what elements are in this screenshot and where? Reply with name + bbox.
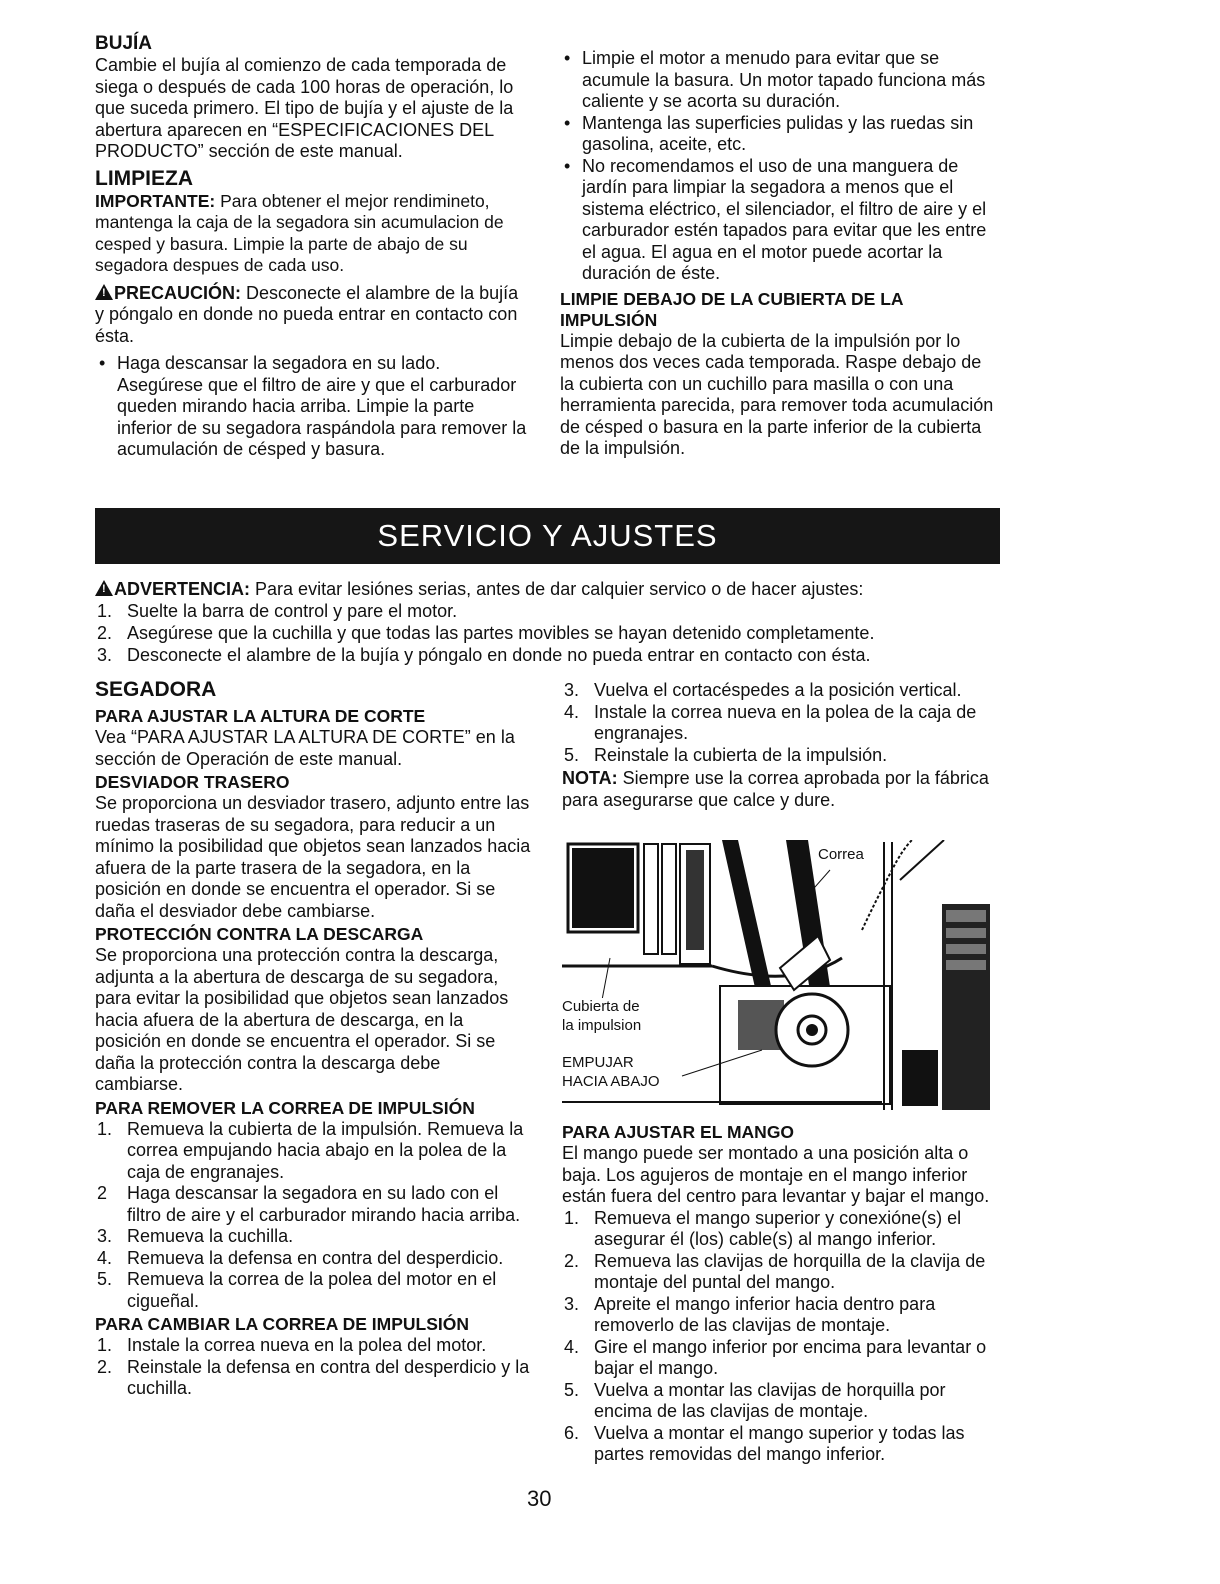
mango-heading: PARA AJUSTAR EL MANGO <box>562 1122 795 1142</box>
label-correa: Correa <box>818 846 864 863</box>
page-number: 30 <box>527 1486 552 1511</box>
step-number: 2 <box>97 1183 108 1203</box>
list-item <box>95 1357 533 1400</box>
step-text: Desconecte el alambre de la bujía y póngalo en donde no pueda entrar en contacto con ésta. <box>127 645 871 665</box>
step-number: 3. <box>564 680 580 700</box>
deck-text: Limpie debajo de la cubierta de la impulsión por lo menos dos veces cada temporada. Raspe debajo de la cubierta con un cuchillo para masilla o con una herramienta parecida, para remover toda acumulación de césped o basura en la parte inferior de la cubierta de la impulsión. <box>560 330 994 458</box>
list-item <box>95 1226 533 1248</box>
step-text: Suelte la barra de control y pare el motor. <box>127 601 458 621</box>
label-empujar-2: HACIA ABAJO <box>562 1073 660 1090</box>
mango-steps <box>562 1208 998 1466</box>
step-number: 3. <box>97 645 113 665</box>
precaucion-label: PRECAUCIÓN: <box>114 282 242 303</box>
altura-text: Vea “PARA AJUSTAR LA ALTURA DE CORTE” en la sección de Operación de este manual. <box>95 727 515 769</box>
desviador-heading: DESVIADOR TRASERO <box>95 772 290 792</box>
label-empujar-1: EMPUJAR <box>562 1054 634 1071</box>
step-text: Remueva el mango superior y conexióne(s) el asegurar él (los) cable(s) al mango inferior. <box>594 1207 962 1249</box>
right-bottom-column-top <box>562 680 998 811</box>
nota-paragraph <box>562 768 998 811</box>
step-text: Gire el mango inferior por encima para levantar o bajar el mango. <box>594 1336 987 1378</box>
desviador-text: Se proporciona un desviador trasero, adjunto entre las ruedas traseras de su segadora, para reducir a un mínimo la posibilidad que objetos sean lanzados hacia afuera de la parte trasera de la segadora, en la posición en donde se encuentra el operador. Si se daña el desviador debe cambiarse. <box>95 793 531 921</box>
warning-triangle-icon <box>95 284 113 300</box>
left-bottom-column <box>95 678 533 1400</box>
cambiar-steps <box>95 1335 533 1400</box>
advertencia-text: Para evitar lesiónes serias, antes de dar calquier servico o de hacer ajustes: <box>255 579 864 599</box>
right-bottom-column-bottom <box>562 1122 998 1466</box>
list-item <box>562 702 998 745</box>
step-text: Asegúrese que la cuchilla y que todas las partes movibles se hayan detenido completamente. <box>127 623 875 643</box>
bujia-heading: BUJÍA <box>95 33 153 54</box>
mango-text: El mango puede ser montado a una posición alta o baja. Los agujeros de montaje en el mango inferior están fuera del centro para levantar y bajar el mango. <box>562 1143 990 1206</box>
precaucion-paragraph <box>95 283 530 348</box>
list-item <box>562 1294 998 1337</box>
step-number: 3. <box>564 1293 580 1314</box>
step-number: 5. <box>564 744 580 765</box>
step-text: Instale la correa nueva en la polea del motor. <box>127 1335 487 1355</box>
drive-belt-illustration <box>562 840 998 1112</box>
step-number: 1. <box>564 1207 580 1228</box>
precaucion-text: Desconecte el alambre de la bujía y póngalo en donde no pueda entrar en contacto con ésta. <box>95 282 519 346</box>
step-text: Apreite el mango inferior hacia dentro para removerlo de las clavijas de montaje. <box>594 1293 936 1335</box>
list-item <box>562 1423 998 1466</box>
list-item <box>95 600 1000 622</box>
remover-steps <box>95 1119 533 1313</box>
list-item <box>95 1269 533 1312</box>
step-number: 4. <box>564 1336 580 1357</box>
drive-belt-figure <box>562 840 998 1112</box>
limpieza-heading: LIMPIEZA <box>95 166 193 190</box>
importante-label: IMPORTANTE: <box>95 190 216 211</box>
step-text: Remueva las clavijas de horquilla de la clavija de montaje del puntal del mango. <box>594 1250 986 1292</box>
nota-text: Siempre use la correa aprobada por la fábrica para asegurarse que calce y dure. <box>562 768 989 810</box>
step-text: Vuelva a montar las clavijas de horquilla por encima de las clavijas de montaje. <box>594 1379 946 1421</box>
deck-heading: LIMPIE DEBAJO DE LA CUBIERTA DE LA IMPULSIÓN <box>560 288 903 330</box>
altura-heading: PARA AJUSTAR LA ALTURA DE CORTE <box>95 706 426 726</box>
nota-label: NOTA: <box>562 768 618 788</box>
left-top-bullets <box>95 353 530 461</box>
list-item <box>95 1335 533 1357</box>
right-top-column <box>560 48 995 460</box>
label-cubierta-2: la impulsion <box>562 1017 642 1034</box>
segadora-heading: SEGADORA <box>95 678 217 701</box>
step-text: Reinstale la cubierta de la impulsión. <box>594 744 888 765</box>
step-number: 2. <box>97 623 113 643</box>
step-number: 1. <box>97 1118 113 1139</box>
step-number: 5. <box>97 1269 113 1289</box>
step-number: 6. <box>564 1422 580 1443</box>
step-text: Vuelva el cortacéspedes a la posición vertical. <box>594 680 962 700</box>
step-number: 2. <box>97 1356 113 1377</box>
step-number: 2. <box>564 1250 580 1271</box>
step-text: Haga descansar la segadora en su lado con el filtro de aire y el carburador mirando hacia arriba. <box>127 1183 521 1225</box>
label-cubierta-1: Cubierta de <box>562 998 640 1015</box>
importante-paragraph <box>95 191 530 277</box>
list-item <box>95 622 1000 644</box>
step-number: 4. <box>97 1247 113 1268</box>
list-item <box>95 1119 533 1184</box>
remover-heading: PARA REMOVER LA CORREA DE IMPULSIÓN <box>95 1097 475 1118</box>
list-item <box>562 1380 998 1423</box>
step-text: Reinstale la defensa en contra del desperdicio y la cuchilla. <box>127 1356 530 1398</box>
warning-triangle-icon <box>95 580 113 596</box>
importante-text: Para obtener el mejor rendimineto, mantenga la caja de la segadora sin acumulacion de cesped y basura. Limpie la parte de abajo de su segadora despues de cada uso. <box>95 190 504 275</box>
bujia-text: Cambie el bujía al comienzo de cada temporada de siega o después de cada 100 horas de operación, lo que suceda primero. El tipo de bujía y el ajuste de la abertura aparecen en “ESPECIFICACIONES DEL PRODUCTO” sección de este manual. <box>95 55 514 161</box>
list-item <box>562 1337 998 1380</box>
step-text: Remueva la cuchilla. <box>127 1226 294 1246</box>
list-item: • No recomendamos el uso de una manguera de jardín para limpiar la segadora a menos que el sistema eléctrico, el silenciador, el filtro de aire y el carburador estén tapados para evitar que les entre el agua. El agua en el motor puede acortar la duración de éste. <box>560 156 995 285</box>
warning-block <box>95 578 1000 666</box>
list-item <box>562 680 998 702</box>
proteccion-heading: PROTECCIÓN CONTRA LA DESCARGA <box>95 924 424 944</box>
proteccion-text: Se proporciona una protección contra la descarga, adjunta a la abertura de descarga de su segadora, para evitar la posibilidad que objetos sean lanzados hacia afuera de la abertura de descarga, en la posición en donde se encuentra el operador. Si se daña la protección contra la descarga debe cambiarse. <box>95 945 509 1094</box>
list-item <box>95 1183 533 1226</box>
warning-steps <box>95 600 1000 666</box>
list-item: • Limpie el motor a menudo para evitar que se acumule la basura. Un motor tapado funciona más caliente y se acorta su duración. <box>560 48 995 113</box>
step-text: Remueva la cubierta de la impulsión. Remueva la correa empujando hacia abajo en la polea de la caja de engranajes. <box>127 1118 524 1182</box>
left-top-column <box>95 33 530 461</box>
list-item: • Mantenga las superficies pulidas y las ruedas sin gasolina, aceite, etc. <box>560 113 995 156</box>
cambiar-heading: PARA CAMBIAR LA CORREA DE IMPULSIÓN <box>95 1314 469 1334</box>
step-text: Remueva la defensa en contra del desperdicio. <box>127 1247 504 1268</box>
list-item <box>562 745 998 767</box>
list-item <box>562 1208 998 1251</box>
right-top-bullets <box>560 48 995 285</box>
list-item: • Haga descansar la segadora en su lado. Asegúrese que el filtro de aire y que el carburador queden mirando hacia arriba. Limpie la parte inferior de su segadora raspándola para remover la acumulación de césped y basura. <box>95 353 530 461</box>
list-item <box>562 1251 998 1294</box>
cambiar-cont-steps <box>562 680 998 766</box>
list-item <box>95 644 1000 666</box>
advertencia-label: ADVERTENCIA: <box>114 579 251 599</box>
section-banner: SERVICIO Y AJUSTES <box>95 508 1000 564</box>
warning-line <box>95 578 1000 600</box>
step-text: Instale la correa nueva en la polea de la caja de engranajes. <box>594 701 977 743</box>
step-text: Vuelva a montar el mango superior y todas las partes removidas del mango inferior. <box>594 1422 965 1464</box>
step-number: 5. <box>564 1379 580 1400</box>
step-number: 4. <box>564 701 580 722</box>
list-item <box>95 1248 533 1270</box>
step-text: Remueva la correa de la polea del motor en el cigueñal. <box>127 1269 497 1311</box>
step-number: 1. <box>97 1335 113 1355</box>
step-number: 3. <box>97 1226 113 1246</box>
step-number: 1. <box>97 601 113 621</box>
